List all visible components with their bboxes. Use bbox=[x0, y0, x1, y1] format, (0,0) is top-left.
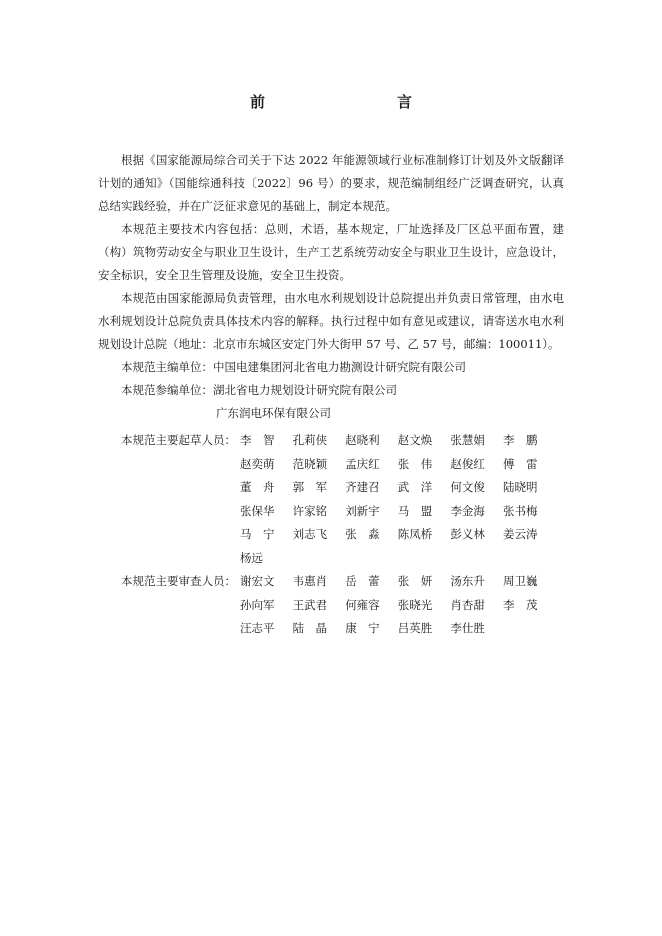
person-name: 张保华 bbox=[240, 503, 275, 518]
participating-label: 本规范参编单位： bbox=[121, 383, 213, 397]
person-name: 陆 晶 bbox=[292, 621, 328, 635]
person-name: 岳 蕾 bbox=[345, 574, 380, 588]
person-name: 汪志平 bbox=[240, 621, 275, 635]
chief-editor-label: 本规范主编单位： bbox=[121, 360, 213, 374]
person-name: 刘志飞 bbox=[292, 527, 328, 541]
person-name: 马 宁 bbox=[240, 527, 275, 541]
person-name: 张 伟 bbox=[397, 456, 433, 471]
person-name: 李 鹏 bbox=[502, 433, 538, 447]
person-name: 姜云涛 bbox=[502, 527, 538, 541]
person-name: 李金海 bbox=[450, 503, 485, 518]
chief-editor-line bbox=[98, 356, 466, 379]
person-name: 王武君 bbox=[292, 597, 328, 612]
person-name: 马 盟 bbox=[397, 503, 433, 518]
person-name: 张晓光 bbox=[397, 597, 433, 612]
person-name: 赵俊红 bbox=[450, 456, 485, 471]
person-name: 武 洋 bbox=[397, 480, 433, 494]
person-name: 董 舟 bbox=[240, 480, 275, 494]
participating-line-2 bbox=[216, 402, 331, 425]
person-name: 齐建召 bbox=[345, 480, 380, 494]
person-name: 汤东升 bbox=[450, 574, 485, 588]
participating-unit: 湖北省电力规划设计研究院有限公司 bbox=[213, 383, 397, 397]
person-name: 周卫巍 bbox=[502, 574, 538, 588]
person-name: 赵文焕 bbox=[397, 433, 433, 447]
reviewers-label: 本规范主要审查人员： bbox=[121, 574, 236, 588]
person-name: 孙向军 bbox=[240, 597, 275, 612]
person-name: 李仕胜 bbox=[450, 621, 485, 635]
person-name: 谢宏文 bbox=[240, 574, 275, 588]
person-name: 韦惠肖 bbox=[292, 574, 328, 588]
person-name: 陆晓明 bbox=[502, 480, 538, 494]
paragraph-contents: 本规范主要技术内容包括：总则，术语，基本规定，厂址选择及厂区总平面布置，建（构）筑物劳动安全与职业卫生设计，生产工艺系统劳动安全与职业卫生设计，应急设计，安全标识，安全卫生管理及设施，安全卫生投资。 bbox=[98, 222, 564, 282]
person-name: 吕英胜 bbox=[397, 621, 433, 635]
person-name: 李 茂 bbox=[502, 597, 538, 612]
page-title: 前 言 bbox=[249, 93, 446, 111]
person-name: 刘新宇 bbox=[345, 503, 380, 518]
person-name: 赵晓利 bbox=[345, 433, 380, 447]
chief-editor-unit: 中国电建集团河北省电力勘测设计研究院有限公司 bbox=[213, 360, 466, 374]
person-name: 肖杏甜 bbox=[450, 597, 485, 612]
paragraph-basis: 根据《国家能源局综合司关于下达 2022 年能源领域行业标准制修订计划及外文版翻译计划的通知》（国能综通科技〔2022〕96 号）的要求，规范编制组经广泛调查研究，认真总结实践经验，并在广泛征求意见的基础上，制定本规范。 bbox=[98, 153, 564, 213]
person-name: 陈凤桥 bbox=[397, 527, 433, 541]
participating-unit: 广东润电环保有限公司 bbox=[216, 406, 331, 420]
person-name: 赵奕萌 bbox=[240, 456, 275, 471]
person-name: 张慧娟 bbox=[450, 433, 485, 447]
person-name: 杨远 bbox=[240, 550, 263, 565]
paragraph-management: 本规范由国家能源局负责管理，由水电水利规划设计总院提出并负责日常管理，由水电水利规划设计总院负责具体技术内容的解释。执行过程中如有意见或建议，请寄送水电水利规划设计总院（地址：北京市东城区安定门外大街甲 57 号、乙 57 号，邮编：100011）。 bbox=[98, 291, 564, 351]
person-name: 许家铭 bbox=[292, 503, 328, 518]
participating-line bbox=[98, 379, 397, 402]
person-name: 傅 雷 bbox=[502, 456, 538, 471]
person-name: 彭义林 bbox=[450, 527, 485, 541]
person-name: 张 淼 bbox=[345, 527, 380, 541]
reviewers-list bbox=[240, 570, 556, 641]
person-name: 何文俊 bbox=[450, 480, 485, 494]
person-name: 张 妍 bbox=[397, 574, 433, 588]
person-name: 张书梅 bbox=[502, 503, 538, 518]
person-name: 孟庆红 bbox=[345, 456, 380, 471]
drafters-list bbox=[240, 429, 556, 570]
person-name: 郭 军 bbox=[292, 480, 328, 494]
person-name: 李 智 bbox=[240, 433, 275, 447]
person-name: 范晓颖 bbox=[292, 456, 328, 471]
person-name: 何雍容 bbox=[345, 597, 380, 612]
person-name: 孔莉侠 bbox=[292, 433, 328, 447]
person-name: 康 宁 bbox=[345, 621, 380, 635]
drafters-label: 本规范主要起草人员： bbox=[121, 433, 236, 447]
